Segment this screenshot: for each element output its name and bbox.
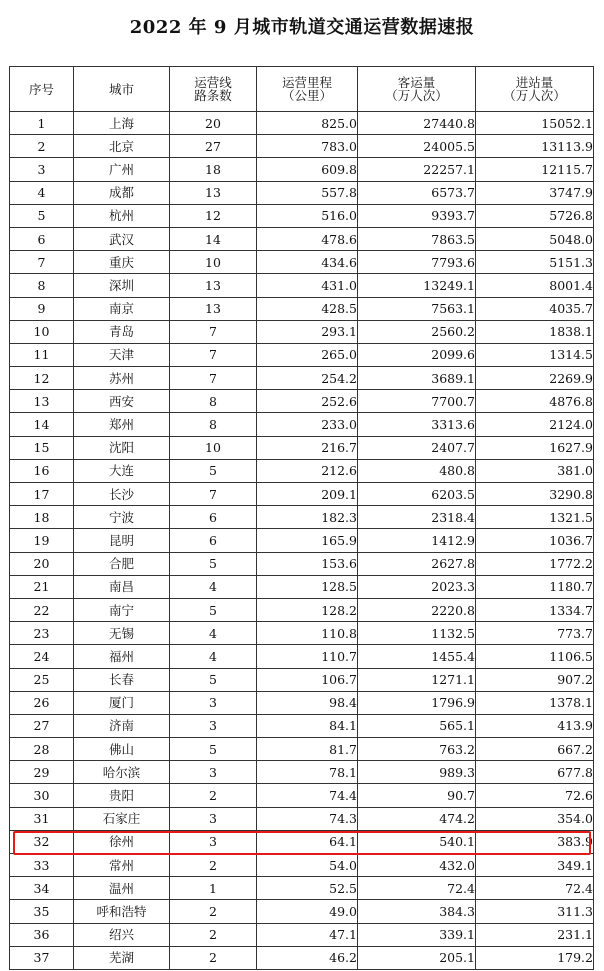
cell-lines: 5 — [170, 738, 257, 761]
cell-lines: 20 — [170, 112, 257, 135]
cell-mileage: 84.1 — [257, 714, 358, 737]
cell-mileage: 478.6 — [257, 227, 358, 250]
cell-no: 35 — [10, 900, 74, 923]
cell-city: 重庆 — [74, 251, 170, 274]
cell-city: 南京 — [74, 297, 170, 320]
cell-city: 武汉 — [74, 227, 170, 250]
table-row — [10, 274, 594, 297]
cell-entries: 2124.0 — [476, 413, 594, 436]
cell-city: 南宁 — [74, 598, 170, 621]
cell-no: 30 — [10, 784, 74, 807]
cell-mileage: 153.6 — [257, 552, 358, 575]
cell-lines: 2 — [170, 946, 257, 969]
cell-no: 16 — [10, 459, 74, 482]
cell-ridership: 2220.8 — [358, 598, 476, 621]
cell-entries: 1321.5 — [476, 506, 594, 529]
cell-entries: 667.2 — [476, 738, 594, 761]
cell-entries: 8001.4 — [476, 274, 594, 297]
cell-mileage: 49.0 — [257, 900, 358, 923]
cell-lines: 13 — [170, 274, 257, 297]
cell-ridership: 1132.5 — [358, 622, 476, 645]
cell-mileage: 209.1 — [257, 483, 358, 506]
table-row — [10, 367, 594, 390]
cell-city: 长春 — [74, 668, 170, 691]
cell-mileage: 293.1 — [257, 320, 358, 343]
cell-no: 37 — [10, 946, 74, 969]
table-row — [10, 506, 594, 529]
cell-no: 13 — [10, 390, 74, 413]
cell-no: 11 — [10, 343, 74, 366]
header-entries-line1: 进站量 — [515, 75, 554, 90]
cell-entries: 5726.8 — [476, 204, 594, 227]
cell-ridership: 2627.8 — [358, 552, 476, 575]
cell-no: 18 — [10, 506, 74, 529]
cell-ridership: 989.3 — [358, 761, 476, 784]
cell-mileage: 252.6 — [257, 390, 358, 413]
cell-city: 杭州 — [74, 204, 170, 227]
cell-city: 成都 — [74, 181, 170, 204]
cell-city: 天津 — [74, 343, 170, 366]
cell-no: 7 — [10, 251, 74, 274]
cell-entries: 179.2 — [476, 946, 594, 969]
cell-mileage: 216.7 — [257, 436, 358, 459]
header-mileage — [257, 67, 358, 112]
cell-city: 贵阳 — [74, 784, 170, 807]
table-row — [10, 158, 594, 181]
cell-mileage: 47.1 — [257, 923, 358, 946]
table-row — [10, 320, 594, 343]
cell-ridership: 339.1 — [358, 923, 476, 946]
cell-entries: 72.4 — [476, 877, 594, 900]
cell-city: 芜湖 — [74, 946, 170, 969]
cell-city: 温州 — [74, 877, 170, 900]
cell-mileage: 128.5 — [257, 575, 358, 598]
cell-city: 佛山 — [74, 738, 170, 761]
cell-ridership: 2407.7 — [358, 436, 476, 459]
cell-ridership: 2318.4 — [358, 506, 476, 529]
cell-ridership: 2560.2 — [358, 320, 476, 343]
cell-ridership: 22257.1 — [358, 158, 476, 181]
cell-ridership: 7793.6 — [358, 251, 476, 274]
cell-lines: 7 — [170, 483, 257, 506]
cell-ridership: 474.2 — [358, 807, 476, 830]
cell-city: 西安 — [74, 390, 170, 413]
cell-no: 26 — [10, 691, 74, 714]
cell-ridership: 90.7 — [358, 784, 476, 807]
header-ridership-line2: （万人次） — [385, 88, 448, 103]
cell-ridership: 7863.5 — [358, 227, 476, 250]
cell-entries: 1314.5 — [476, 343, 594, 366]
cell-no: 15 — [10, 436, 74, 459]
table-row — [10, 854, 594, 877]
cell-city: 石家庄 — [74, 807, 170, 830]
cell-lines: 3 — [170, 714, 257, 737]
cell-entries: 4035.7 — [476, 297, 594, 320]
cell-ridership: 24005.5 — [358, 135, 476, 158]
cell-entries: 773.7 — [476, 622, 594, 645]
table-row — [10, 714, 594, 737]
cell-mileage: 74.4 — [257, 784, 358, 807]
cell-lines: 7 — [170, 367, 257, 390]
table-row — [10, 923, 594, 946]
cell-lines: 27 — [170, 135, 257, 158]
cell-no: 36 — [10, 923, 74, 946]
cell-city: 南昌 — [74, 575, 170, 598]
table-row — [10, 575, 594, 598]
cell-city: 青岛 — [74, 320, 170, 343]
cell-no: 33 — [10, 854, 74, 877]
cell-entries: 349.1 — [476, 854, 594, 877]
cell-lines: 5 — [170, 552, 257, 575]
cell-ridership: 3313.6 — [358, 413, 476, 436]
cell-entries: 1036.7 — [476, 529, 594, 552]
cell-lines: 7 — [170, 343, 257, 366]
cell-no: 5 — [10, 204, 74, 227]
cell-no: 1 — [10, 112, 74, 135]
cell-lines: 2 — [170, 900, 257, 923]
header-lines-line2: 路条数 — [194, 88, 232, 103]
header-lines-line1: 运营线 — [194, 75, 232, 90]
cell-mileage: 783.0 — [257, 135, 358, 158]
header-city: 城市 — [74, 67, 170, 112]
table-row — [10, 900, 594, 923]
cell-lines: 1 — [170, 877, 257, 900]
cell-ridership: 72.4 — [358, 877, 476, 900]
cell-mileage: 254.2 — [257, 367, 358, 390]
cell-no: 32 — [10, 830, 74, 853]
header-entries-line2: （万人次） — [503, 88, 566, 103]
cell-entries: 4876.8 — [476, 390, 594, 413]
cell-lines: 3 — [170, 807, 257, 830]
cell-mileage: 516.0 — [257, 204, 358, 227]
metro-data-table — [9, 66, 594, 970]
cell-mileage: 128.2 — [257, 598, 358, 621]
cell-no: 3 — [10, 158, 74, 181]
cell-no: 24 — [10, 645, 74, 668]
cell-mileage: 609.8 — [257, 158, 358, 181]
header-entries — [476, 67, 594, 112]
cell-lines: 10 — [170, 436, 257, 459]
cell-entries: 231.1 — [476, 923, 594, 946]
cell-lines: 3 — [170, 830, 257, 853]
cell-ridership: 205.1 — [358, 946, 476, 969]
cell-lines: 2 — [170, 854, 257, 877]
cell-mileage: 81.7 — [257, 738, 358, 761]
header-mileage-line1: 运营里程 — [281, 75, 332, 90]
cell-entries: 383.9 — [476, 830, 594, 853]
table-row — [10, 622, 594, 645]
cell-ridership: 1412.9 — [358, 529, 476, 552]
cell-ridership: 432.0 — [358, 854, 476, 877]
cell-entries: 1772.2 — [476, 552, 594, 575]
cell-ridership: 2023.3 — [358, 575, 476, 598]
cell-no: 31 — [10, 807, 74, 830]
cell-lines: 4 — [170, 575, 257, 598]
cell-lines: 2 — [170, 784, 257, 807]
table-row — [10, 390, 594, 413]
cell-ridership: 9393.7 — [358, 204, 476, 227]
table-row — [10, 135, 594, 158]
cell-no: 4 — [10, 181, 74, 204]
cell-lines: 7 — [170, 320, 257, 343]
cell-lines: 5 — [170, 668, 257, 691]
cell-city: 深圳 — [74, 274, 170, 297]
cell-mileage: 557.8 — [257, 181, 358, 204]
cell-lines: 4 — [170, 622, 257, 645]
cell-entries: 72.6 — [476, 784, 594, 807]
cell-lines: 4 — [170, 645, 257, 668]
cell-no: 6 — [10, 227, 74, 250]
cell-no: 2 — [10, 135, 74, 158]
cell-no: 25 — [10, 668, 74, 691]
cell-entries: 354.0 — [476, 807, 594, 830]
cell-ridership: 6573.7 — [358, 181, 476, 204]
cell-no: 10 — [10, 320, 74, 343]
header-lines — [170, 67, 257, 112]
cell-city: 郑州 — [74, 413, 170, 436]
cell-no: 19 — [10, 529, 74, 552]
cell-entries: 1378.1 — [476, 691, 594, 714]
table-row — [10, 830, 594, 853]
header-ridership-line1: 客运量 — [397, 75, 436, 90]
cell-lines: 13 — [170, 181, 257, 204]
table-row — [10, 436, 594, 459]
table-row — [10, 668, 594, 691]
table-header — [10, 67, 594, 112]
cell-ridership: 1271.1 — [358, 668, 476, 691]
cell-mileage: 110.8 — [257, 622, 358, 645]
cell-mileage: 431.0 — [257, 274, 358, 297]
cell-no: 27 — [10, 714, 74, 737]
table-row — [10, 946, 594, 969]
cell-lines: 8 — [170, 390, 257, 413]
cell-ridership: 565.1 — [358, 714, 476, 737]
cell-lines: 13 — [170, 297, 257, 320]
cell-city: 绍兴 — [74, 923, 170, 946]
cell-mileage: 165.9 — [257, 529, 358, 552]
cell-city: 常州 — [74, 854, 170, 877]
cell-lines: 10 — [170, 251, 257, 274]
cell-mileage: 46.2 — [257, 946, 358, 969]
cell-mileage: 110.7 — [257, 645, 358, 668]
table-row — [10, 251, 594, 274]
cell-city: 无锡 — [74, 622, 170, 645]
cell-entries: 1106.5 — [476, 645, 594, 668]
cell-ridership: 3689.1 — [358, 367, 476, 390]
cell-ridership: 7563.1 — [358, 297, 476, 320]
cell-lines: 5 — [170, 598, 257, 621]
cell-no: 20 — [10, 552, 74, 575]
cell-city: 沈阳 — [74, 436, 170, 459]
cell-city: 福州 — [74, 645, 170, 668]
cell-entries: 1180.7 — [476, 575, 594, 598]
cell-ridership: 7700.7 — [358, 390, 476, 413]
cell-mileage: 54.0 — [257, 854, 358, 877]
cell-no: 29 — [10, 761, 74, 784]
cell-entries: 3290.8 — [476, 483, 594, 506]
cell-mileage: 265.0 — [257, 343, 358, 366]
header-mileage-line2: （公里） — [281, 88, 332, 103]
cell-entries: 413.9 — [476, 714, 594, 737]
cell-ridership: 6203.5 — [358, 483, 476, 506]
page-title: 2022 年 9 月城市轨道交通运营数据速报 — [129, 17, 475, 38]
table-row — [10, 691, 594, 714]
cell-city: 合肥 — [74, 552, 170, 575]
cell-entries: 12115.7 — [476, 158, 594, 181]
table-row — [10, 645, 594, 668]
cell-mileage: 78.1 — [257, 761, 358, 784]
cell-no: 21 — [10, 575, 74, 598]
cell-city: 上海 — [74, 112, 170, 135]
cell-lines: 5 — [170, 459, 257, 482]
cell-mileage: 182.3 — [257, 506, 358, 529]
cell-entries: 13113.9 — [476, 135, 594, 158]
cell-city: 济南 — [74, 714, 170, 737]
cell-entries: 5151.3 — [476, 251, 594, 274]
cell-no: 34 — [10, 877, 74, 900]
cell-entries: 15052.1 — [476, 112, 594, 135]
cell-mileage: 106.7 — [257, 668, 358, 691]
cell-mileage: 74.3 — [257, 807, 358, 830]
cell-mileage: 434.6 — [257, 251, 358, 274]
cell-city: 昆明 — [74, 529, 170, 552]
cell-no: 12 — [10, 367, 74, 390]
table-row — [10, 807, 594, 830]
table-row — [10, 738, 594, 761]
cell-mileage: 98.4 — [257, 691, 358, 714]
cell-lines: 14 — [170, 227, 257, 250]
cell-ridership: 1455.4 — [358, 645, 476, 668]
table-row — [10, 112, 594, 135]
cell-entries: 5048.0 — [476, 227, 594, 250]
cell-ridership: 2099.6 — [358, 343, 476, 366]
cell-mileage: 428.5 — [257, 297, 358, 320]
cell-entries: 1334.7 — [476, 598, 594, 621]
cell-no: 14 — [10, 413, 74, 436]
cell-city: 徐州 — [74, 830, 170, 853]
cell-mileage: 233.0 — [257, 413, 358, 436]
table-row — [10, 877, 594, 900]
cell-mileage: 52.5 — [257, 877, 358, 900]
cell-mileage: 64.1 — [257, 830, 358, 853]
cell-ridership: 384.3 — [358, 900, 476, 923]
cell-no: 9 — [10, 297, 74, 320]
cell-no: 28 — [10, 738, 74, 761]
cell-entries: 2269.9 — [476, 367, 594, 390]
cell-ridership: 763.2 — [358, 738, 476, 761]
cell-entries: 907.2 — [476, 668, 594, 691]
cell-city: 宁波 — [74, 506, 170, 529]
cell-no: 23 — [10, 622, 74, 645]
cell-entries: 311.3 — [476, 900, 594, 923]
cell-entries: 3747.9 — [476, 181, 594, 204]
table-row — [10, 181, 594, 204]
cell-lines: 3 — [170, 761, 257, 784]
table-row — [10, 552, 594, 575]
table-row — [10, 784, 594, 807]
table-body — [10, 112, 594, 970]
table-row — [10, 459, 594, 482]
table-row — [10, 413, 594, 436]
cell-city: 苏州 — [74, 367, 170, 390]
table-row — [10, 227, 594, 250]
cell-city: 厦门 — [74, 691, 170, 714]
cell-lines: 18 — [170, 158, 257, 181]
cell-entries: 1838.1 — [476, 320, 594, 343]
cell-lines: 12 — [170, 204, 257, 227]
table-row — [10, 297, 594, 320]
cell-no: 17 — [10, 483, 74, 506]
cell-city: 广州 — [74, 158, 170, 181]
table-row — [10, 483, 594, 506]
cell-entries: 677.8 — [476, 761, 594, 784]
cell-no: 22 — [10, 598, 74, 621]
cell-lines: 3 — [170, 691, 257, 714]
cell-city: 长沙 — [74, 483, 170, 506]
cell-city: 呼和浩特 — [74, 900, 170, 923]
table-row — [10, 343, 594, 366]
cell-ridership: 27440.8 — [358, 112, 476, 135]
cell-city: 哈尔滨 — [74, 761, 170, 784]
table-row — [10, 529, 594, 552]
cell-city: 大连 — [74, 459, 170, 482]
header-ridership — [358, 67, 476, 112]
cell-lines: 6 — [170, 506, 257, 529]
cell-ridership: 13249.1 — [358, 274, 476, 297]
header-no: 序号 — [10, 67, 74, 112]
cell-city: 北京 — [74, 135, 170, 158]
cell-lines: 6 — [170, 529, 257, 552]
cell-ridership: 480.8 — [358, 459, 476, 482]
table-row — [10, 204, 594, 227]
cell-ridership: 540.1 — [358, 830, 476, 853]
cell-no: 8 — [10, 274, 74, 297]
table-row — [10, 598, 594, 621]
cell-entries: 1627.9 — [476, 436, 594, 459]
cell-lines: 8 — [170, 413, 257, 436]
cell-ridership: 1796.9 — [358, 691, 476, 714]
cell-mileage: 212.6 — [257, 459, 358, 482]
cell-mileage: 825.0 — [257, 112, 358, 135]
cell-lines: 2 — [170, 923, 257, 946]
cell-entries: 381.0 — [476, 459, 594, 482]
table-row — [10, 761, 594, 784]
